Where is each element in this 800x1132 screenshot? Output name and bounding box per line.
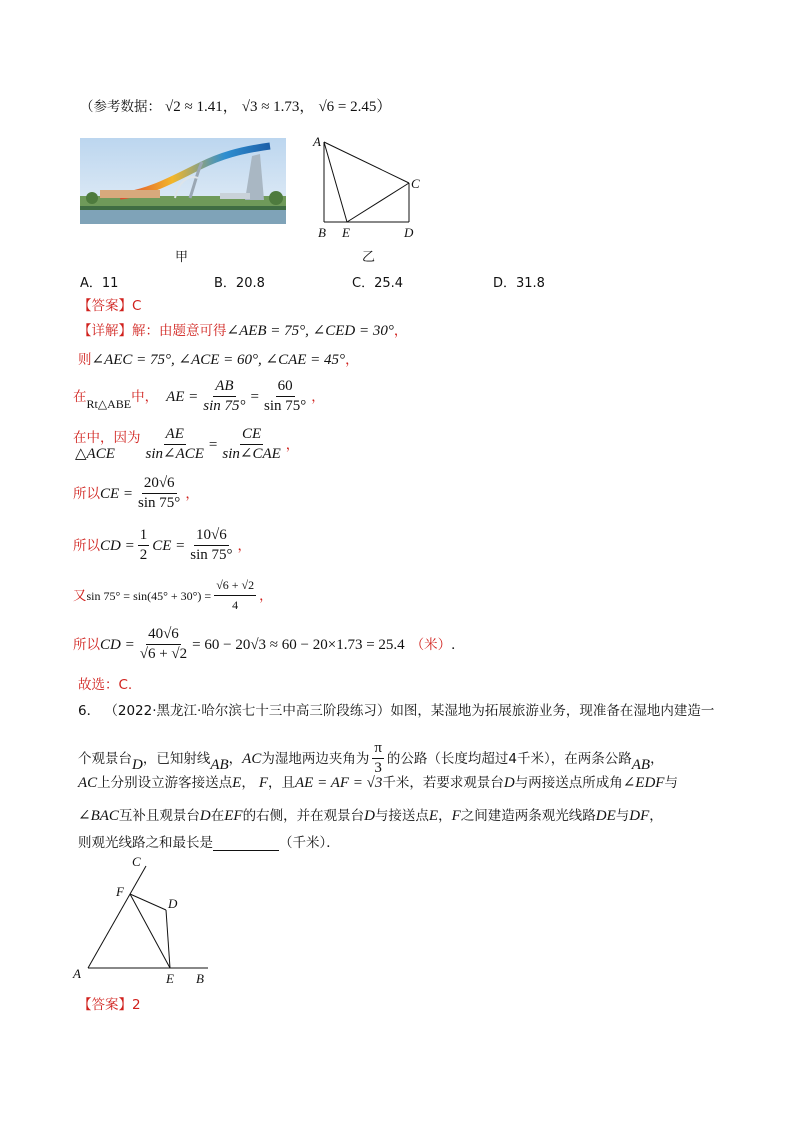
q6-line2-b: ，已知射线 <box>142 750 211 767</box>
answer-tag: 【答案】 <box>78 298 132 314</box>
fraction-numerator: AB <box>213 378 235 397</box>
detail-line5-prefix: 所以 <box>73 485 100 502</box>
detail-choose: 故选：C. <box>78 677 133 693</box>
fraction-denominator: sin∠CAE <box>222 446 281 462</box>
fraction-denominator: sin 75° <box>264 398 307 414</box>
segment-ae <box>324 142 347 222</box>
q6-geometry-figure <box>70 852 220 987</box>
q6-line2-c: ， <box>228 750 243 767</box>
answer-value: C <box>132 298 142 314</box>
fraction-20sqrt6-over-sin75 <box>136 475 182 512</box>
q6-line3-ac: AC <box>78 775 98 791</box>
detail-tag: 【详解】 <box>78 323 132 339</box>
q6-line4-d-text: 与接送点 <box>374 808 429 824</box>
answer-tag: 【答案】 <box>78 997 132 1013</box>
detail-line-8 <box>73 626 465 663</box>
detail-line4-prefix: 在 <box>73 429 87 446</box>
detail-line6-mid: CE = <box>152 537 186 554</box>
reference-data-label: （参考数据： <box>80 99 161 115</box>
figure-caption-left: 甲 <box>175 250 189 265</box>
detail-line4-triangle: △ACE <box>75 446 115 462</box>
detail-line-2 <box>78 350 359 370</box>
reference-value-sqrt6: √6 = 2.45） <box>318 99 392 115</box>
fraction-denominator: 4 <box>232 598 239 612</box>
q6-line4-ef: EF <box>224 808 243 824</box>
detail-line7-suffix: ， <box>259 587 273 604</box>
detail-line5-lhs: CE = <box>100 485 134 502</box>
point-label-a: A <box>313 134 321 149</box>
q6-line2-a: 个观景台 <box>78 750 132 767</box>
q6-line4-b: 在 <box>210 808 225 824</box>
q6-line3-observatory: D <box>503 775 515 791</box>
detail-line2-prefix: 则 <box>78 352 92 368</box>
detail-line8-lhs: CD = <box>100 636 135 653</box>
point-label-d: D <box>404 225 414 240</box>
segment-de <box>166 910 170 968</box>
fraction-denominator: 2 <box>139 547 148 563</box>
q6-point-label-f: F <box>116 884 124 899</box>
q6-line4-bac: ∠BAC <box>78 808 119 824</box>
q6-point-label-d: D <box>168 896 178 911</box>
q6-line3-e-text: 与两接送点所成角 <box>514 775 623 791</box>
option-d: D．31.8 <box>493 276 545 291</box>
q6-point-label-b: B <box>196 971 204 986</box>
detail-line-1 <box>78 321 407 341</box>
fraction-numerator: 20√6 <box>142 475 177 494</box>
q6-line4-g: 与 <box>615 808 630 824</box>
q6-line4-c: 的右侧，并在观景台 <box>242 808 365 824</box>
q6-line2-ac: AC <box>242 750 262 767</box>
detail-line4-mid: 中，因为 <box>86 429 141 446</box>
detail-line-6 <box>73 527 251 564</box>
q6-line4-e: E <box>428 808 439 824</box>
detail-line2-suffix: ， <box>345 352 359 368</box>
fraction-numerator: 60 <box>276 378 295 397</box>
q6-line3-e: E <box>232 775 242 791</box>
fraction-denominator: sin 75° <box>203 398 246 414</box>
answer-blank <box>213 836 279 851</box>
fraction-pi-over-3 <box>372 740 384 777</box>
q6-line2-ab2: AB <box>631 756 651 773</box>
fraction-denominator: sin∠ACE <box>145 446 204 462</box>
detail-line8-rest: = 60 − 20√3 ≈ 60 − 20×1.73 = 25.4 <box>192 636 405 653</box>
segment-ac <box>324 142 409 183</box>
detail-line-3 <box>73 378 325 415</box>
figure-caption-right: 乙 <box>362 250 376 265</box>
q6-line4-df: DF <box>629 808 650 824</box>
segment-ec <box>347 183 409 222</box>
segment-fd <box>130 894 166 910</box>
detail-line1-prefix: 解：由题意可得 <box>132 323 227 339</box>
q6-line3-c: ，且 <box>268 775 296 791</box>
q6-line3-f: F <box>258 775 269 791</box>
fraction-ab-over-sin75 <box>201 378 247 415</box>
q6-line5-a: 则观光线路之和最长是 <box>78 835 213 851</box>
q6-line-4 <box>78 806 663 826</box>
q6-point-label-a: A <box>73 966 81 981</box>
point-label-c: C <box>411 176 420 191</box>
q6-line3-f-text: 与 <box>664 775 678 791</box>
fraction-numerator: 1 <box>138 527 150 546</box>
q6-line-2 <box>78 740 664 777</box>
detail-line3-prefix: 在 <box>73 388 87 405</box>
fraction-denominator: √6 + √2 <box>139 646 188 662</box>
fraction-one-half <box>138 527 150 564</box>
option-c: C．25.4 <box>352 276 404 291</box>
fraction-sqrt6-plus-sqrt2-over-4 <box>214 577 256 614</box>
fraction-denominator: sin 75° <box>138 495 181 511</box>
reference-data-line <box>80 97 391 117</box>
detail-line6-lhs: CD = <box>100 537 135 554</box>
detail-line5-suffix: ， <box>185 485 199 502</box>
detail-line-5 <box>73 475 199 512</box>
fraction-ae-over-sin-ace <box>144 426 206 463</box>
q6-line-5 <box>78 833 340 853</box>
reference-value-sqrt2: √2 ≈ 1.41， <box>165 99 238 115</box>
q6-line2-text: 为湿地两边夹角为 <box>261 750 370 767</box>
q6-line5-b: （千米）． <box>279 835 340 851</box>
q6-line4-de: DE <box>595 808 616 824</box>
q6-line3-d: 千米，若要求观景台 <box>382 775 504 791</box>
q6-line4-d: D <box>199 808 211 824</box>
q6-line2-ab: AB <box>210 756 229 773</box>
fraction-40sqrt6-over-sum <box>138 626 189 663</box>
fraction-numerator: AE <box>164 426 186 445</box>
equals-sign: = <box>208 436 218 453</box>
option-b: B．20.8 <box>214 276 265 291</box>
fraction-10sqrt6-over-sin75 <box>188 527 234 564</box>
fraction-numerator: 40√6 <box>146 626 181 645</box>
fraction-numerator: √6 + √2 <box>214 577 256 596</box>
detail-line8-unit: （米） <box>410 636 452 653</box>
answer-5 <box>78 296 141 316</box>
fraction-ce-over-sin-cae <box>220 426 282 463</box>
detail-line7-lhs: sin 75° = sin(45° + 30°) = <box>86 588 212 603</box>
detail-line3-triangle: Rt△ABE <box>86 396 132 411</box>
detail-line1-math: ∠AEB = 75°, ∠CED = 30° <box>226 323 394 339</box>
detail-line2-math: ∠AEC = 75°, ∠ACE = 60°, ∠CAE = 45° <box>91 352 346 368</box>
q6-line-1: 6． （2022·黑龙江·哈尔滨七十三中高三阶段练习）如图，某湿地为拓展旅游业务，现准备在湿地内建造一 <box>78 703 715 719</box>
reference-value-sqrt3: √3 ≈ 1.73， <box>241 99 315 115</box>
q6-line3-b: ， <box>241 775 255 791</box>
detail-line-7 <box>73 577 273 614</box>
q6-line-3 <box>78 773 678 793</box>
fraction-60-over-sin75 <box>262 378 308 415</box>
fraction-numerator: CE <box>240 426 263 445</box>
equals-sign: = <box>250 388 260 405</box>
detail-line8-prefix: 所以 <box>73 636 100 653</box>
answer-value: 2 <box>132 997 141 1013</box>
detail-line3-lhs: AE = <box>166 388 199 405</box>
ray-ac <box>88 866 146 968</box>
detail-line6-prefix: 所以 <box>73 537 100 554</box>
detail-line8-end: ． <box>451 636 465 653</box>
q6-line3-math: AE = AF = √3 <box>295 775 383 791</box>
q6-line4-d2: D <box>364 808 375 824</box>
answer-6 <box>78 995 141 1015</box>
option-a: A．11 <box>80 276 119 291</box>
detail-line4-suffix: ， <box>285 436 300 453</box>
fraction-numerator: π <box>372 740 384 759</box>
detail-line3-mid: 中， <box>131 388 159 405</box>
geometry-figure-right <box>312 132 422 244</box>
q6-line3-edf: ∠EDF <box>622 775 665 791</box>
detail-line1-suffix: ， <box>393 323 408 339</box>
q6-line2-f: ， <box>650 750 664 767</box>
q6-point-label-e: E <box>166 971 174 986</box>
q6-line2-e: 的公路（长度均超过4千米），在两条公路 <box>386 750 632 767</box>
detail-line3-suffix: ， <box>311 388 325 405</box>
q6-line4-e-text: ， <box>438 808 452 824</box>
fraction-denominator: sin 75° <box>190 547 233 563</box>
ski-jump-photo <box>80 138 286 224</box>
ski-jump-photo-image <box>80 138 286 224</box>
q6-point-label-c: C <box>132 854 141 869</box>
segment-fe <box>130 894 170 968</box>
q6-line2-d: D <box>132 756 143 773</box>
detail-line7-prefix: 又 <box>73 587 87 604</box>
detail-line6-suffix: ， <box>237 537 252 554</box>
q6-line4-h: ， <box>649 808 663 824</box>
q6-line4-a: 互补且观景台 <box>118 808 200 824</box>
point-label-e: E <box>342 225 350 240</box>
fraction-numerator: 10√6 <box>194 527 229 546</box>
q6-line3-a: 上分别设立游客接送点 <box>97 775 233 791</box>
q6-line4-f-text: 之间建造两条观光线路 <box>460 808 596 824</box>
fraction-denominator: 3 <box>374 760 382 776</box>
point-label-b: B <box>318 225 326 240</box>
q6-line4-f: F <box>451 808 461 824</box>
